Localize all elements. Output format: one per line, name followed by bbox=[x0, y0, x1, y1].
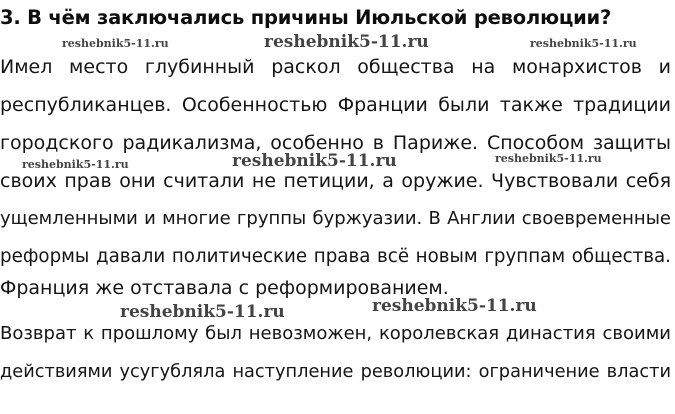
watermark: reshebnik5-11.ru bbox=[22, 158, 129, 171]
answer-line-7: Франция же отставала с реформированием. bbox=[0, 277, 449, 299]
answer-line-4: своих прав они считали не петиции, а оружие. Чувствовали себя bbox=[0, 170, 671, 192]
watermark: reshebnik5-11.ru bbox=[372, 296, 537, 316]
answer-line-5: ущемленными и многие группы буржуазии. В Англии своевременные bbox=[0, 208, 671, 229]
answer-line-3: городского радикализма, особенно в Париже. Способом защиты bbox=[0, 132, 671, 154]
question-heading: 3. В чём заключались причины Июльской революции? bbox=[0, 6, 612, 29]
answer-line-8: Возврат к прошлому был невозможен, королевская династия своими bbox=[0, 323, 671, 344]
watermark: reshebnik5-11.ru bbox=[495, 152, 602, 165]
answer-line-1: Имел место глубинный раскол общества на монархистов и bbox=[0, 56, 671, 78]
watermark: reshebnik5-11.ru bbox=[232, 151, 397, 171]
answer-line-2: республиканцев. Особенностью Франции были также традиции bbox=[0, 94, 671, 116]
watermark: reshebnik5-11.ru bbox=[120, 302, 285, 322]
watermark: reshebnik5-11.ru bbox=[62, 37, 169, 50]
watermark: reshebnik5-11.ru bbox=[264, 32, 429, 52]
answer-line-6: реформы давали политические права всё новым группам общества. bbox=[0, 246, 671, 267]
watermark: reshebnik5-11.ru bbox=[530, 37, 637, 50]
answer-line-9: действиями усугубляла наступление революции: ограничение власти bbox=[0, 362, 671, 382]
